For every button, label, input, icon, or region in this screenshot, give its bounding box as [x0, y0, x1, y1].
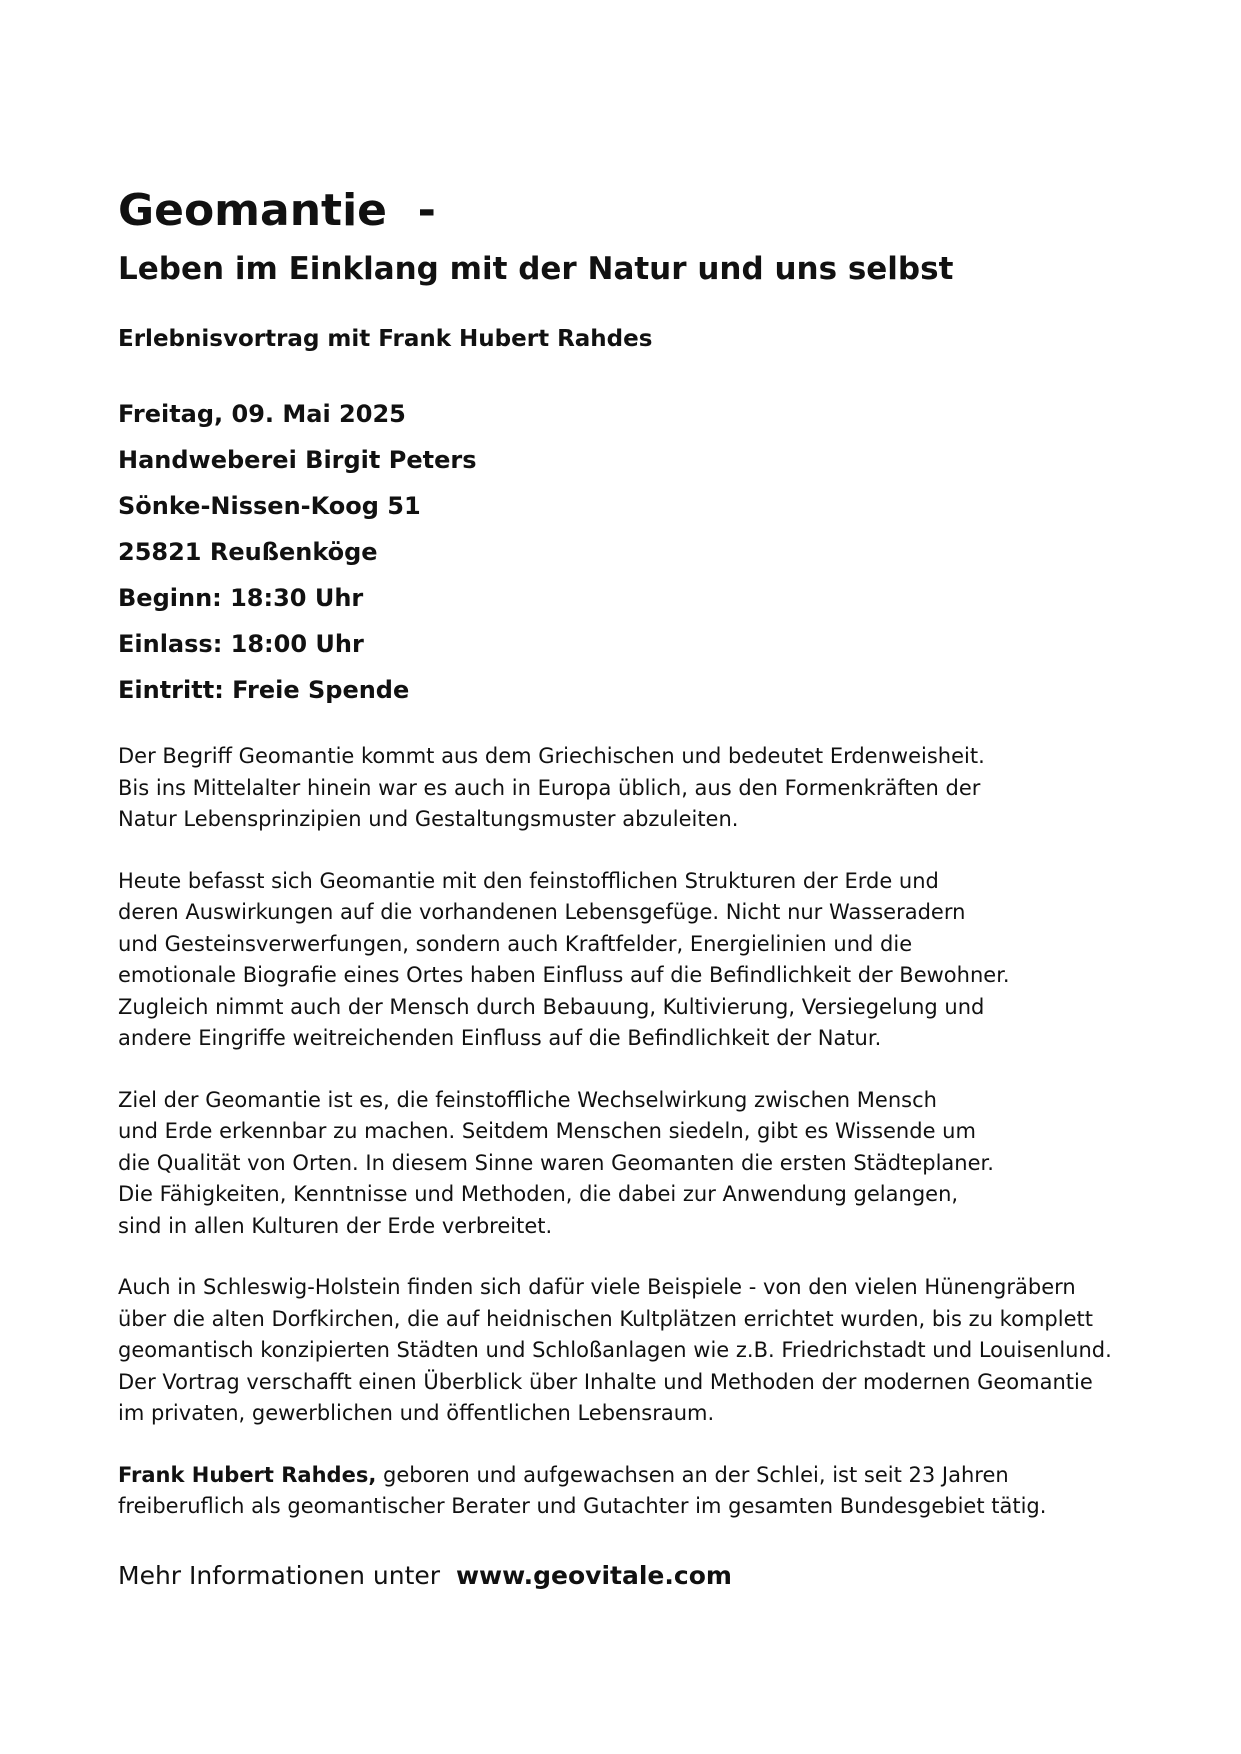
text-line: [118, 1460, 1168, 1492]
text-line: die Qualität von Orten. In diesem Sinne waren Geomanten die ersten Städteplaner.: [118, 1150, 994, 1175]
text-line: Der Vortrag verschafft einen Überblick über Inhalte und Methoden der modernen Geomantie: [118, 1369, 1093, 1394]
event-fee: Eintritt: Freie Spende: [118, 676, 410, 704]
text-line: Zugleich nimmt auch der Mensch durch Bebauung, Kultivierung, Versiegelung und: [118, 994, 985, 1019]
event-street: Sönke-Nissen-Koog 51: [118, 492, 421, 520]
text-line: Ziel der Geomantie ist es, die feinstoffliche Wechselwirkung zwischen Mensch: [118, 1087, 937, 1112]
event-start: Beginn: 18:30 Uhr: [118, 584, 364, 612]
text-line: Heute befasst sich Geomantie mit den feinstofflichen Strukturen der Erde und: [118, 868, 939, 893]
event-date: Freitag, 09. Mai 2025: [118, 400, 406, 428]
event-details: [118, 391, 1168, 713]
paragraph-speaker: [118, 1460, 1168, 1523]
text-line: und Erde erkennbar zu machen. Seitdem Menschen siedeln, gibt es Wissende um: [118, 1119, 976, 1143]
text-line: andere Eingriffe weitreichenden Einfluss auf die Befindlichkeit der Natur.: [118, 1026, 882, 1050]
flyer-page: [118, 185, 1168, 1593]
paragraph-examples: [118, 1272, 1168, 1430]
text-line: über die alten Dorfkirchen, die auf heidnischen Kultplätzen errichtet wurden, bis zu komplett: [118, 1306, 1093, 1331]
text-line: Bis ins Mittelalter hinein war es auch in Europa üblich, aus den Formenkräften der: [118, 775, 981, 800]
event-admission: Einlass: 18:00 Uhr: [118, 630, 364, 658]
more-info: [118, 1559, 1168, 1593]
page-subtitle: Leben im Einklang mit der Natur und uns selbst: [118, 251, 954, 287]
website-link[interactable]: www.geovitale.com: [455, 1560, 732, 1590]
text-line: Natur Lebensprinzipien und Gestaltungsmuster abzuleiten.: [118, 807, 739, 831]
event-venue: Handweberei Birgit Peters: [118, 446, 477, 474]
speaker-name: Frank Hubert Rahdes,: [118, 1462, 377, 1487]
more-info-label: Mehr Informationen unter: [118, 1560, 456, 1590]
page-title: Geomantie -: [118, 185, 436, 236]
event-city: 25821 Reußenköge: [118, 538, 378, 566]
paragraph-goal: [118, 1085, 1168, 1243]
text-line: freiberuflich als geomantischer Berater und Gutachter im gesamten Bundesgebiet tätig.: [118, 1494, 1047, 1518]
speaker-bio-start: geboren und aufgewachsen an der Schlei, ist seit 23 Jahren: [376, 1462, 1009, 1487]
text-line: deren Auswirkungen auf die vorhandenen Lebensgefüge. Nicht nur Wasseradern: [118, 900, 966, 924]
text-line: im privaten, gewerblichen und öffentlichen Lebensraum.: [118, 1401, 715, 1425]
text-line: Der Begriff Geomantie kommt aus dem Griechischen und bedeutet Erdenweisheit.: [118, 744, 985, 768]
paragraph-definition: [118, 741, 1168, 836]
text-line: Auch in Schleswig-Holstein finden sich dafür viele Beispiele - von den vielen Hünengräbern: [118, 1275, 1076, 1299]
text-line: Die Fähigkeiten, Kenntnisse und Methoden, die dabei zur Anwendung gelangen,: [118, 1182, 959, 1206]
text-line: sind in allen Kulturen der Erde verbreitet.: [118, 1213, 553, 1238]
paragraph-today: [118, 866, 1168, 1055]
lecture-line: Erlebnisvortrag mit Frank Hubert Rahdes: [118, 326, 653, 352]
body-text: [118, 741, 1168, 1523]
text-line: geomantisch konzipierten Städten und Schloßanlagen wie z.B. Friedrichstadt und Louisenlund.: [118, 1338, 1112, 1362]
text-line: emotionale Biografie eines Ortes haben Einfluss auf die Befindlichkeit der Bewohner.: [118, 963, 1010, 987]
text-line: und Gesteinsverwerfungen, sondern auch Kraftfelder, Energielinien und die: [118, 931, 913, 956]
